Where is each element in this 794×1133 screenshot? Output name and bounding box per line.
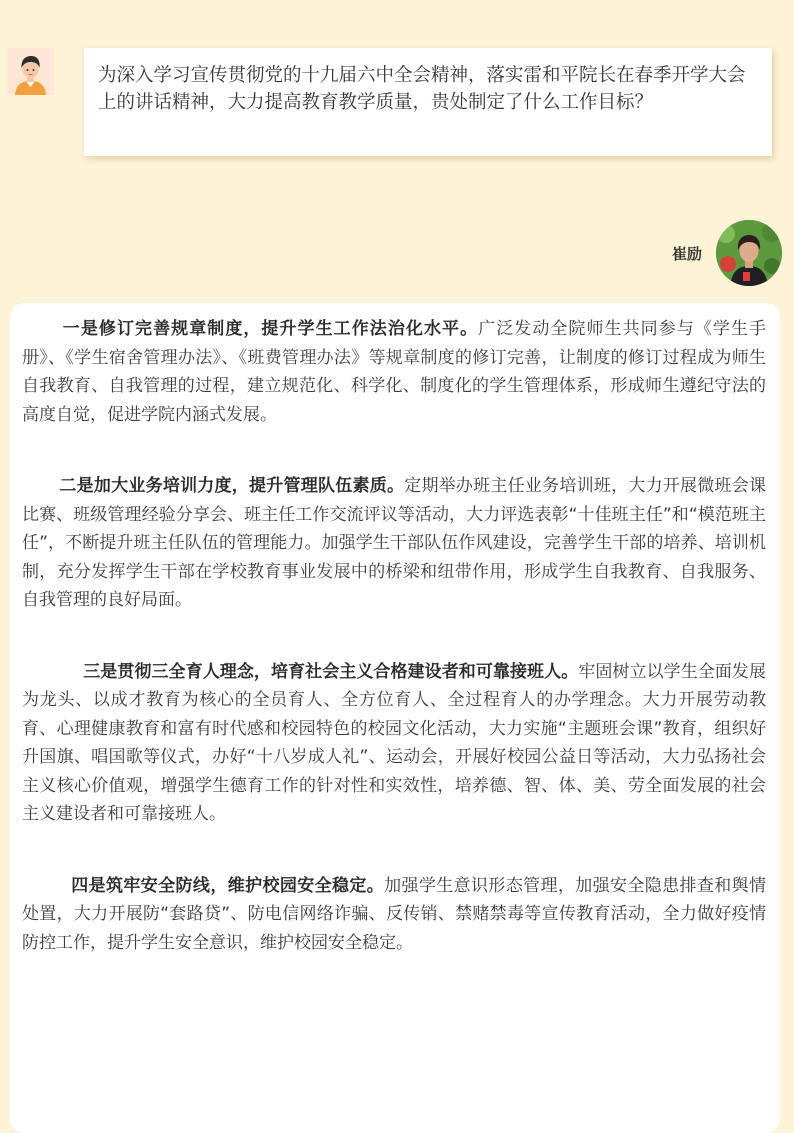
paragraph-heading: 四是筑牢安全防线，维护校园安全稳定。 xyxy=(71,875,385,896)
question-bubble xyxy=(84,48,772,156)
answer-card xyxy=(10,303,780,1133)
answer-paragraph xyxy=(22,658,766,829)
answer-paragraph xyxy=(22,872,766,958)
paragraph-body: 广泛发动全院师生共同参与《学生手册》、《学生宿舍管理办法》、《班费管理办法》等规章制度的修订完善，让制度的修订过程成为师生自我教育、自我管理的过程，建立规范化、科学化、制度化的学生管理体系，形成师生遵纪守法的高度自觉，促进学院内涵式发展。 xyxy=(22,319,767,425)
answer-author-name: 崔励 xyxy=(671,245,702,263)
paragraph-heading: 一是修订完善规章制度，提升学生工作法治化水平。 xyxy=(62,319,479,339)
user-avatar-icon xyxy=(7,48,54,95)
paragraph-heading: 二是加大业务培训力度，提升管理队伍素质。 xyxy=(59,476,405,496)
paragraph-heading: 三是贯彻三全育人理念，培育社会主义合格建设者和可靠接班人。 xyxy=(83,661,579,682)
answer-paragraph xyxy=(22,315,766,429)
paragraph-body: 定期举办班主任业务培训班，大力开展微班会课比赛、班级管理经验分享会、班主任工作交流评议等活动，大力评选表彰“十佳班主任”和“模范班主任”，不断提升班主任队伍的管理能力。加强学生干部队伍作风建设，完善学生干部的培养、培训机制，充分发挥学生干部在学校教育事业发展中的桥梁和纽带作用，形成学生自我教育、自我服务、自我管理的良好局面。 xyxy=(22,476,767,610)
answer-paragraph xyxy=(22,472,766,615)
question-text: 为深入学习宣传贯彻党的十九届六中全会精神，落实雷和平院长在春季开学大会上的讲话精神，大力提高教育教学质量，贵处制定了什么工作目标？ xyxy=(98,65,746,113)
paragraph-body: 加强学生意识形态管理，加强安全隐患排查和舆情处置，大力开展防“套路贷”、防电信网络诈骗、反传销、禁赌禁毒等宣传教育活动，全力做好疫情防控工作，提升学生安全意识，维护校园安全稳定。 xyxy=(22,875,767,953)
author-avatar xyxy=(716,220,782,286)
paragraph-body: 牢固树立以学生全面发展为龙头、以成才教育为核心的全员育人、全方位育人、全过程育人的办学理念。大力开展劳动教育、心理健康教育和富有时代感和校园特色的校园文化活动，大力实施“主题班会课”教育，组织好升国旗、唱国歌等仪式，办好“十八岁成人礼”、运动会，开展好校园公益日等活动，大力弘扬社会主义核心价值观，增强学生德育工作的针对性和实效性，培养德、智、体、美、劳全面发展的社会主义建设者和可靠接班人。 xyxy=(22,661,767,824)
